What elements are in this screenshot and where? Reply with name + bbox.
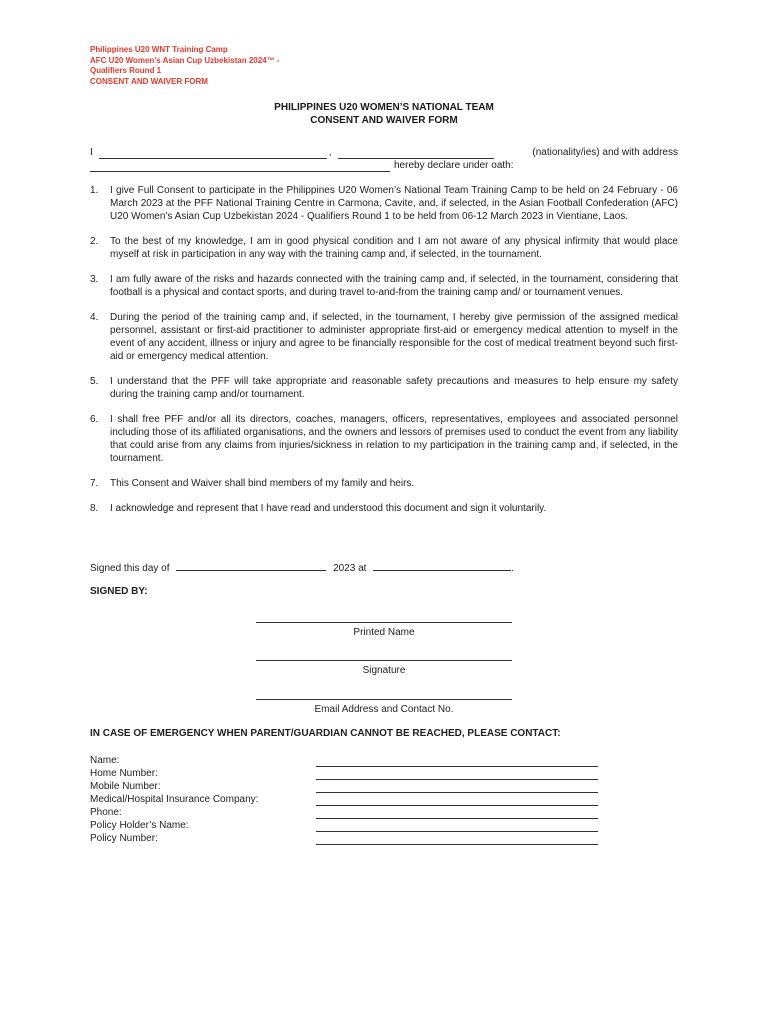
contact-label: Name: xyxy=(90,755,120,766)
contact-row-insurance-company xyxy=(90,793,598,806)
declaration-row-2 xyxy=(90,159,678,172)
header-line-camp: Philippines U20 WNT Training Camp xyxy=(90,45,228,54)
clause-number: 4. xyxy=(90,312,99,323)
clause-7 xyxy=(90,477,678,490)
contact-blank[interactable] xyxy=(316,823,598,832)
signature-field[interactable] xyxy=(256,660,512,676)
contact-row-policy-holder xyxy=(90,819,598,832)
printed-name-label: Printed Name xyxy=(353,627,415,638)
contact-row-policy-number xyxy=(90,832,598,845)
clause-4 xyxy=(90,311,678,363)
declaration-row-1 xyxy=(90,146,678,159)
contact-label: Policy Holder’s Name: xyxy=(90,820,189,831)
email-contact-label: Email Address and Contact No. xyxy=(314,704,454,715)
clause-text: This Consent and Waiver shall bind members of my family and heirs. xyxy=(110,478,415,489)
clause-text: I understand that the PFF will take appropriate and reasonable safety precautions and measures to help ensure my safety during the training camp and/or tournament. xyxy=(110,376,678,400)
clause-text: I acknowledge and represent that I have read and understood this document and sign it voluntarily. xyxy=(110,503,547,514)
clause-2 xyxy=(90,235,678,261)
clause-text: To the best of my knowledge, I am in good physical condition and I am not aware of any physical infirmity that would place myself at risk in participation in any way with the training camp and, if selected, in the tournament. xyxy=(110,236,678,260)
signed-day-suffix: . xyxy=(511,563,514,574)
header-line-round: Qualifiers Round 1 xyxy=(90,66,162,75)
signed-day-prefix: Signed this day of xyxy=(90,563,170,574)
clause-3 xyxy=(90,273,678,299)
signed-place-blank[interactable] xyxy=(373,560,511,571)
contact-label: Phone: xyxy=(90,807,122,818)
clause-number: 6. xyxy=(90,414,99,425)
contact-label: Mobile Number: xyxy=(90,781,161,792)
name-blank[interactable] xyxy=(99,148,327,159)
declaration-oath: hereby declare under oath: xyxy=(394,160,514,171)
nationality-label: (nationality/ies) and with address xyxy=(532,147,678,158)
title-line-form: CONSENT AND WAIVER FORM xyxy=(310,115,458,126)
clause-text: I give Full Consent to participate in the Philippines U20 Women’s National Team Training Camp to be held on 24 February - 06 March 2023 at the PFF National Training Centre in Carmona, Cavite, and, if selected, in the Asian Football Confederation (AFC) U20 Women’s Asian Cup Uzbekistan 2024 - Qualifiers Round 1 to be held from 06-12 March 2023 in Vientiane, Laos. xyxy=(110,185,678,222)
clause-list xyxy=(90,184,678,527)
title-line-team: PHILIPPINES U20 WOMEN’S NATIONAL TEAM xyxy=(274,102,494,113)
contact-row-mobile-number xyxy=(90,780,598,793)
contact-row-home-number xyxy=(90,767,598,780)
contact-label: Home Number: xyxy=(90,768,158,779)
nationality-blank[interactable] xyxy=(338,148,494,159)
clause-5 xyxy=(90,375,678,401)
printed-name-line[interactable] xyxy=(256,622,512,623)
clause-8 xyxy=(90,502,678,515)
clause-number: 8. xyxy=(90,503,99,514)
clause-text: I shall free PFF and/or all its directors, coaches, managers, officers, representatives, employees and associated personnel including those of its affiliated organisations, and the owners and lessors of premises used to conduct the event from any liability that could arise from any claims from injuries/sickness in relation to my participation in the training camp and, if selected, in the tournament. xyxy=(110,414,678,464)
clause-number: 2. xyxy=(90,236,99,247)
contact-label: Policy Number: xyxy=(90,833,158,844)
contact-blank[interactable] xyxy=(316,810,598,819)
page-title xyxy=(0,101,768,127)
declaration-comma: , xyxy=(328,147,332,158)
contact-label: Medical/Hospital Insurance Company: xyxy=(90,794,259,805)
contact-blank[interactable] xyxy=(316,784,598,793)
email-contact-field[interactable] xyxy=(256,699,512,715)
address-blank[interactable] xyxy=(90,161,390,172)
printed-name-field[interactable] xyxy=(256,622,512,638)
document-header xyxy=(90,45,280,87)
email-contact-line[interactable] xyxy=(256,699,512,700)
signed-by-heading: SIGNED BY: xyxy=(90,586,148,597)
clause-number: 7. xyxy=(90,478,99,489)
clause-6 xyxy=(90,413,678,465)
signed-day-blank[interactable] xyxy=(176,560,326,571)
contact-row-phone xyxy=(90,806,598,819)
signed-day-line xyxy=(90,560,514,575)
emergency-contact-heading: IN CASE OF EMERGENCY WHEN PARENT/GUARDIAN CANNOT BE REACHED, PLEASE CONTACT: xyxy=(90,728,561,739)
header-line-tournament: AFC U20 Women’s Asian Cup Uzbekistan 2024™ - xyxy=(90,55,280,65)
contact-blank[interactable] xyxy=(316,758,598,767)
emergency-contact-fields xyxy=(90,754,598,845)
header-line-form: CONSENT AND WAIVER FORM xyxy=(90,76,208,86)
signature-line[interactable] xyxy=(256,660,512,661)
signature-label: Signature xyxy=(362,665,406,676)
contact-row-name xyxy=(90,754,598,767)
clause-number: 5. xyxy=(90,376,99,387)
declaration-i: I xyxy=(90,147,93,158)
clause-text: I am fully aware of the risks and hazards connected with the training camp and, if selected, in the tournament, considering that football is a physical and contact sports, and during travel to-and-from the training camp and/ or tournament venues. xyxy=(110,274,678,298)
clause-number: 3. xyxy=(90,274,99,285)
clause-text: During the period of the training camp and, if selected, in the tournament, I hereby give permission of the assigned medical personnel, assistant or first-aid practitioner to administer appropriate first-aid or emergency medical attention to myself in the event of any accident, illness or injury and agree to be financially responsible for the cost of medical treatment beyond such first-aid or emergency medical attention. xyxy=(110,312,678,362)
contact-blank[interactable] xyxy=(316,836,598,845)
contact-blank[interactable] xyxy=(316,797,598,806)
clause-1 xyxy=(90,184,678,223)
signed-year: 2023 at xyxy=(333,563,367,574)
declaration xyxy=(90,146,678,172)
clause-number: 1. xyxy=(90,185,99,196)
contact-blank[interactable] xyxy=(316,771,598,780)
